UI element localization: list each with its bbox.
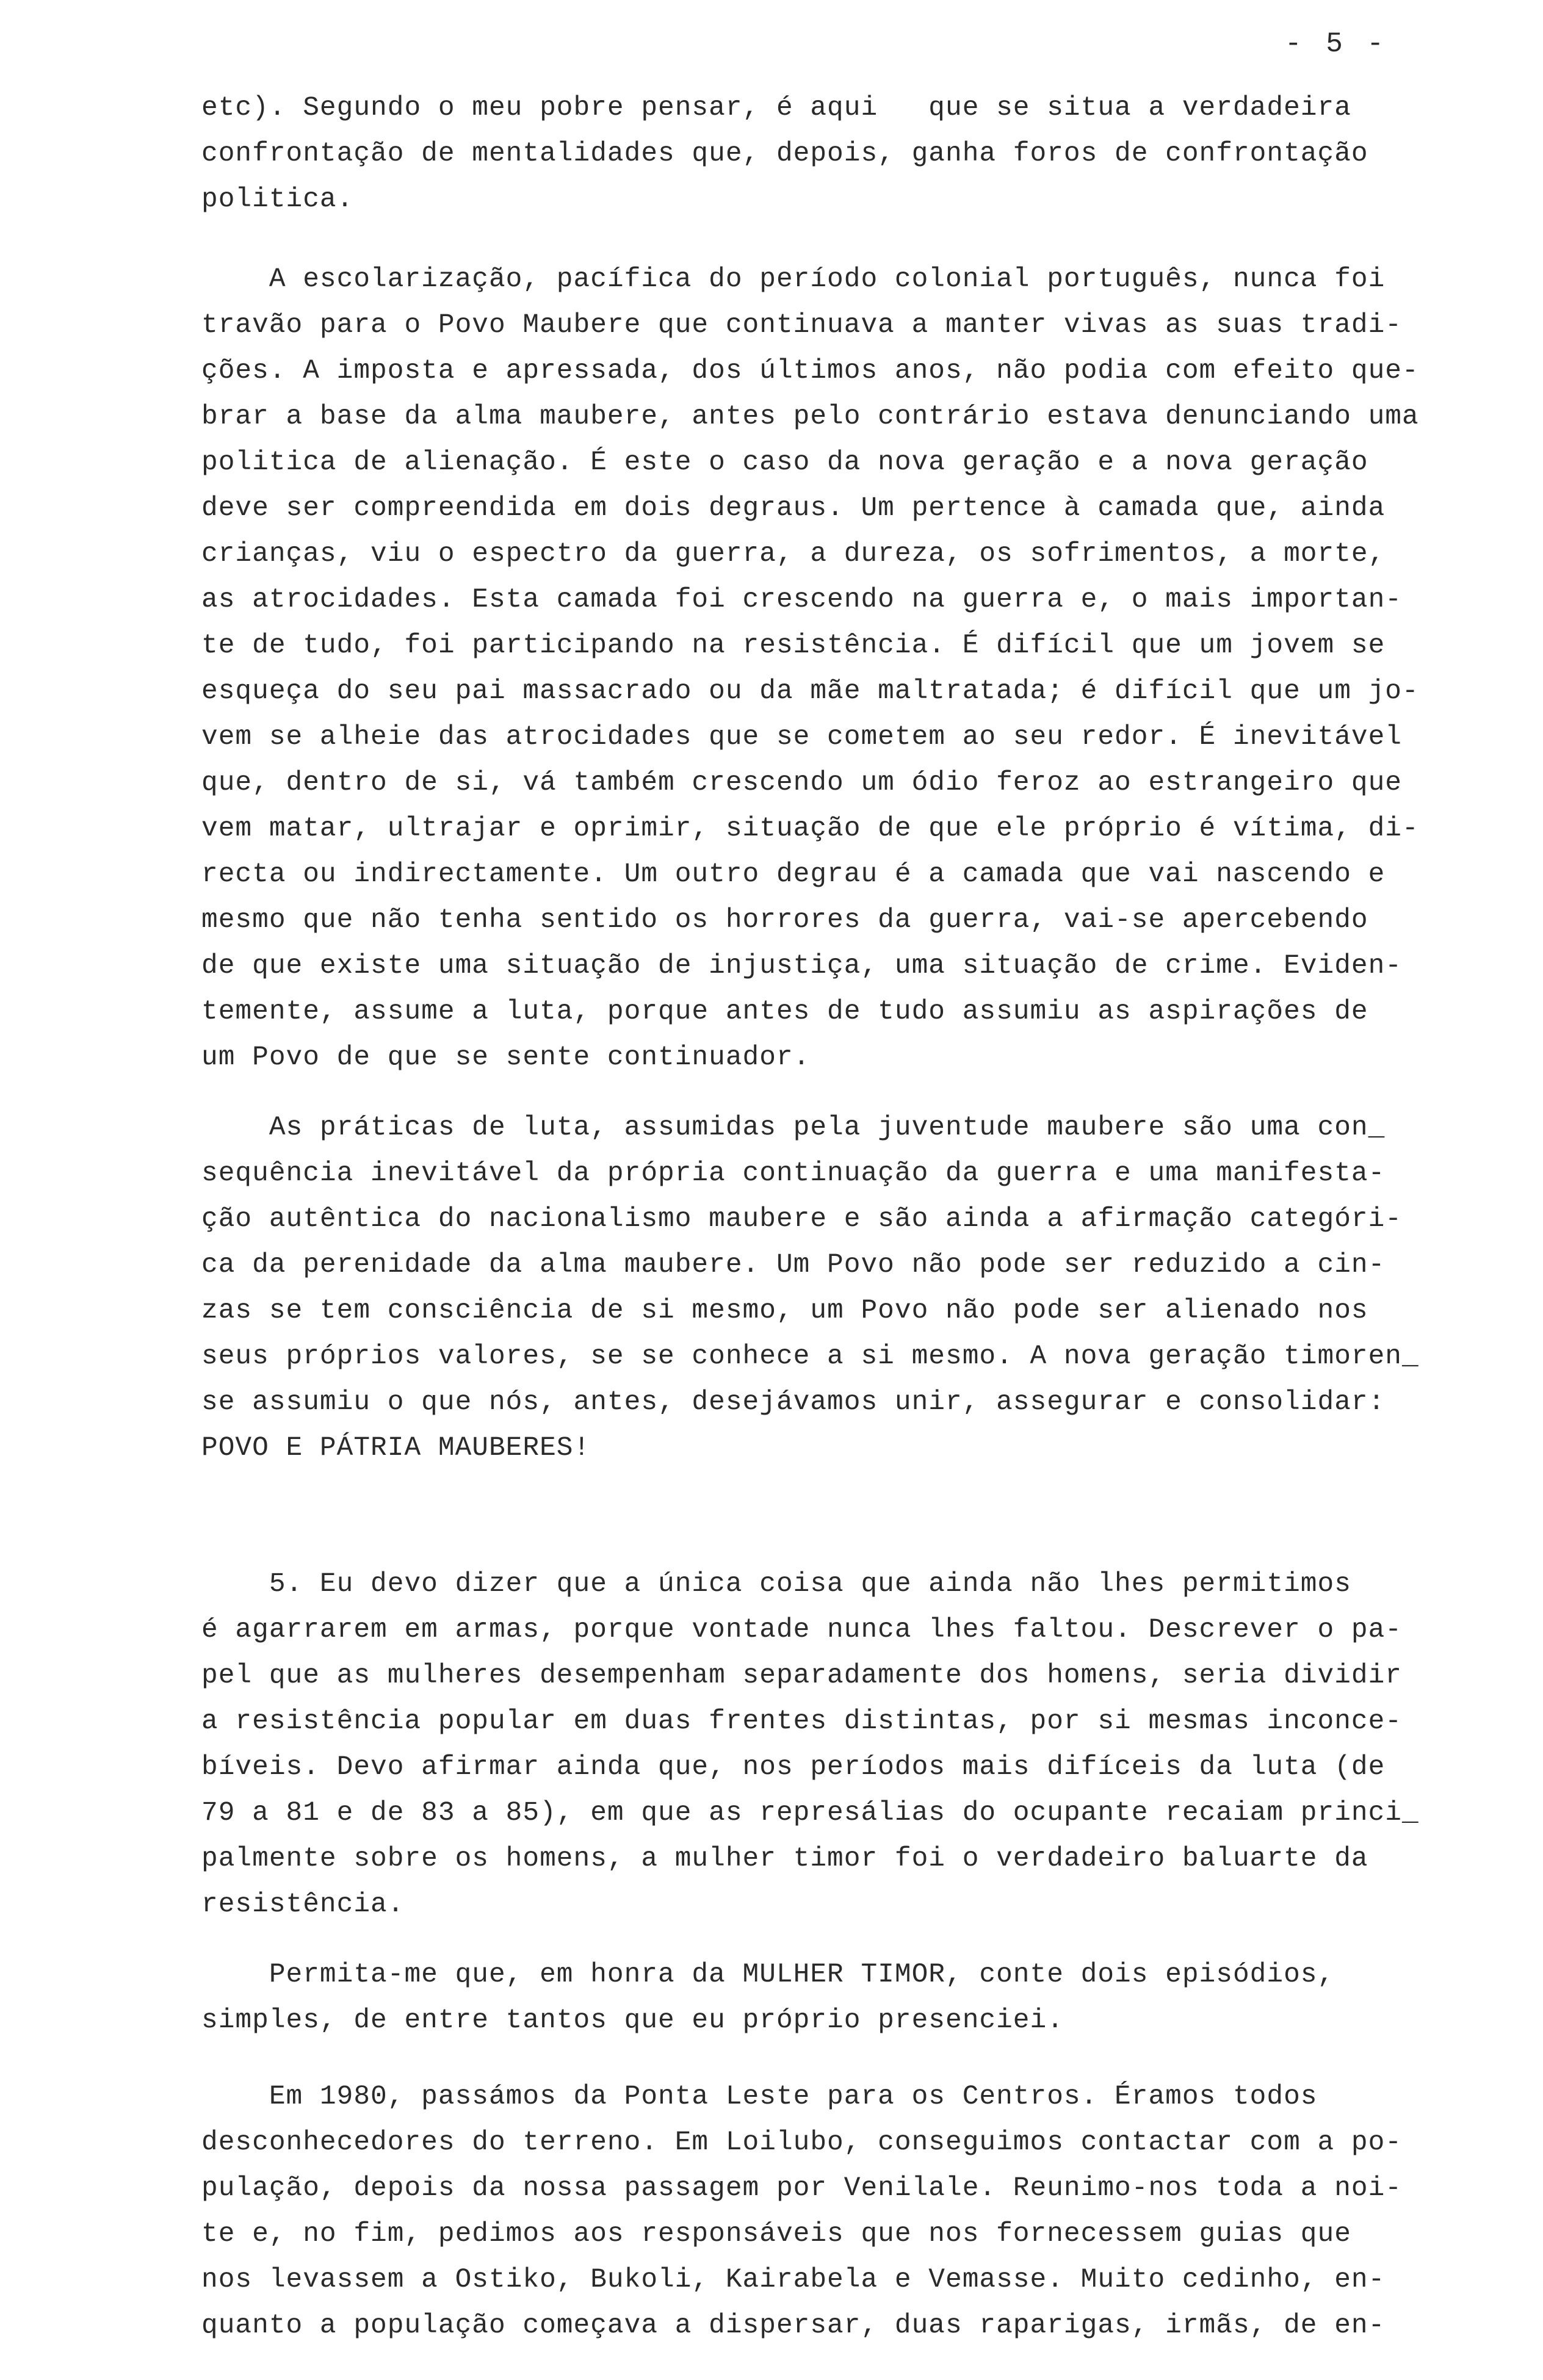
text-line: ções. A imposta e apressada, dos últimos anos, não podia com efeito que- — [201, 356, 1419, 386]
text-line: A escolarização, pacífica do período colonial português, nunca foi — [201, 264, 1386, 295]
text-line: vem matar, ultrajar e oprimir, situação de que ele próprio é vítima, di- — [201, 813, 1419, 844]
paragraph-4 — [201, 1562, 1538, 1928]
text-line: confrontação de mentalidades que, depois, ganha foros de confrontação — [201, 139, 1368, 169]
text-line: Permita-me que, em honra da MULHER TIMOR, conte dois episódios, — [201, 1960, 1335, 1990]
text-line: a resistência popular em duas frentes distintas, por si mesmas inconce- — [201, 1706, 1403, 1737]
page-number: - 5 - — [1285, 28, 1388, 60]
text-line: zas se tem consciência de si mesmo, um Povo não pode ser alienado nos — [201, 1296, 1368, 1326]
text-line: te e, no fim, pedimos aos responsáveis que nos fornecessem guias que — [201, 2219, 1351, 2249]
text-line: politica. — [201, 184, 354, 215]
text-line: um Povo de que se sente continuador. — [201, 1042, 811, 1073]
text-line: resistência. — [201, 1889, 405, 1920]
text-line: 5. Eu devo dizer que a única coisa que ainda não lhes permitimos — [201, 1569, 1351, 1599]
text-line: politica de alienação. É este o caso da nova geração e a nova geração — [201, 447, 1368, 478]
text-line: simples, de entre tantos que eu próprio presenciei. — [201, 2005, 1064, 2036]
text-line: POVO E PÁTRIA MAUBERES! — [201, 1433, 591, 1463]
text-line: bíveis. Devo afirmar ainda que, nos períodos mais difíceis da luta (de — [201, 1752, 1386, 1783]
paragraph-gap — [201, 2044, 1538, 2074]
paragraph-5 — [201, 1952, 1538, 2044]
text-line: travão para o Povo Maubere que continuava a manter vivas as suas tradi- — [201, 310, 1403, 341]
text-line: se assumiu o que nós, antes, desejávamos unir, assegurar e consolidar: — [201, 1387, 1386, 1418]
document-body — [201, 85, 1538, 2349]
text-line: crianças, viu o espectro da guerra, a dureza, os sofrimentos, a morte, — [201, 539, 1386, 569]
text-line: ção autêntica do nacionalismo maubere e são ainda a afirmação categóri- — [201, 1204, 1403, 1235]
text-line: recta ou indirectamente. Um outro degrau é a camada que vai nascendo e — [201, 859, 1386, 890]
text-line: é agarrarem em armas, porque vontade nunca lhes faltou. Descrever o pa- — [201, 1615, 1403, 1645]
text-line: desconhecedores do terreno. Em Loilubo, conseguimos contactar com a po- — [201, 2127, 1403, 2158]
text-line: te de tudo, foi participando na resistência. É difícil que um jovem se — [201, 630, 1386, 661]
paragraph-2 — [201, 257, 1538, 1081]
text-line: nos levassem a Ostiko, Bukoli, Kairabela e Vemasse. Muito cedinho, en- — [201, 2265, 1386, 2295]
text-line: ca da perenidade da alma maubere. Um Povo não pode ser reduzido a cin- — [201, 1250, 1386, 1280]
text-line: as atrocidades. Esta camada foi crescendo na guerra e, o mais importan- — [201, 585, 1403, 615]
text-line: 79 a 81 e de 83 a 85), em que as represálias do ocupante recaiam princi_ — [201, 1798, 1419, 1828]
text-line: sequência inevitável da própria continuação da guerra e uma manifesta- — [201, 1158, 1386, 1189]
text-line: brar a base da alma maubere, antes pelo contrário estava denunciando uma — [201, 402, 1419, 432]
text-line: esqueça do seu pai massacrado ou da mãe maltratada; é difícil que um jo- — [201, 676, 1419, 707]
text-line: quanto a população começava a dispersar, duas raparigas, irmãs, de en- — [201, 2310, 1386, 2341]
text-line: mesmo que não tenha sentido os horrores da guerra, vai-se apercebendo — [201, 905, 1368, 936]
section-gap — [201, 1471, 1538, 1562]
paragraph-1 — [201, 85, 1538, 223]
text-line: pel que as mulheres desempenham separadamente dos homens, seria dividir — [201, 1661, 1403, 1691]
text-line: vem se alheie das atrocidades que se cometem ao seu redor. É inevitável — [201, 722, 1403, 752]
paragraph-gap — [201, 223, 1538, 257]
text-line: As práticas de luta, assumidas pela juventude maubere são uma con_ — [201, 1112, 1386, 1143]
paragraph-gap — [201, 1081, 1538, 1105]
text-line: etc). Segundo o meu pobre pensar, é aqui que se situa a verdadeira — [201, 93, 1351, 123]
text-line: seus próprios valores, se se conhece a si mesmo. A nova geração timoren_ — [201, 1341, 1419, 1372]
text-line: de que existe uma situação de injustiça, uma situação de crime. Eviden- — [201, 951, 1403, 981]
text-line: que, dentro de si, vá também crescendo um ódio feroz ao estrangeiro que — [201, 768, 1403, 798]
paragraph-3 — [201, 1105, 1538, 1471]
paragraph-gap — [201, 1928, 1538, 1952]
text-line: palmente sobre os homens, a mulher timor foi o verdadeiro baluarte da — [201, 1844, 1368, 1874]
text-line: temente, assume a luta, porque antes de tudo assumiu as aspirações de — [201, 997, 1368, 1027]
text-line: deve ser compreendida em dois degraus. Um pertence à camada que, ainda — [201, 493, 1386, 524]
text-line: pulação, depois da nossa passagem por Venilale. Reunimo-nos toda a noi- — [201, 2173, 1403, 2204]
text-line: Em 1980, passámos da Ponta Leste para os Centros. Éramos todos — [201, 2082, 1318, 2112]
paragraph-6 — [201, 2074, 1538, 2349]
